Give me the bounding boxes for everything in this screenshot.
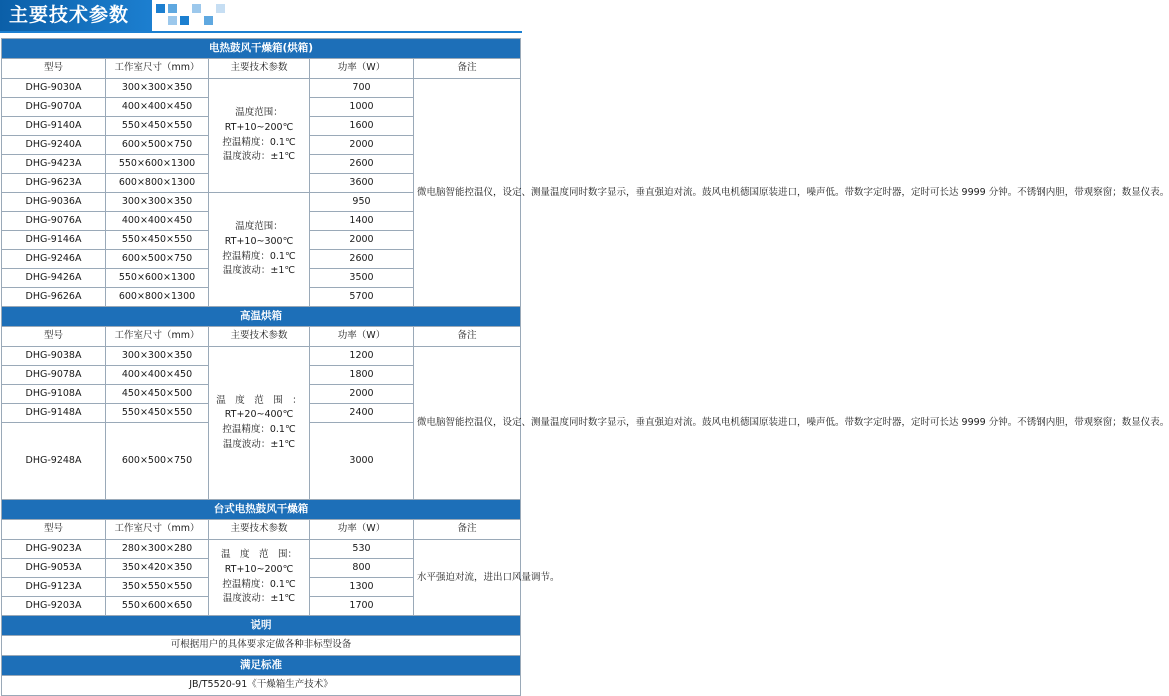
power-cell: 5700 bbox=[310, 288, 414, 307]
model-cell: DHG-9623A bbox=[2, 174, 106, 193]
param-line: 温 度 范 围 ： bbox=[216, 394, 302, 406]
power-cell: 3000 bbox=[310, 423, 414, 500]
column-header-params: 主要技术参数 bbox=[209, 327, 310, 347]
model-cell: DHG-9108A bbox=[2, 385, 106, 404]
model-cell: DHG-9123A bbox=[2, 578, 106, 597]
param-line: 温度波动：±1℃ bbox=[222, 593, 296, 605]
standard-text: JB/T5520-91《干燥箱生产技术》 bbox=[2, 676, 521, 696]
power-cell: 700 bbox=[310, 79, 414, 98]
size-cell: 600×500×750 bbox=[106, 250, 209, 269]
column-header-size: 工作室尺寸（mm） bbox=[106, 520, 209, 540]
size-cell: 400×400×450 bbox=[106, 366, 209, 385]
size-cell: 600×500×750 bbox=[106, 423, 209, 500]
section-header-row bbox=[2, 307, 521, 327]
size-cell: 550×600×1300 bbox=[106, 269, 209, 288]
column-header-row bbox=[2, 327, 521, 347]
model-cell: DHG-9248A bbox=[2, 423, 106, 500]
explain-title: 说明 bbox=[2, 616, 521, 636]
section-title: 电热鼓风干燥箱(烘箱) bbox=[2, 39, 521, 59]
column-header-power: 功率（W） bbox=[310, 59, 414, 79]
column-header-params: 主要技术参数 bbox=[209, 520, 310, 540]
model-cell: DHG-9148A bbox=[2, 404, 106, 423]
param-line: RT+10~200℃ bbox=[224, 121, 294, 133]
size-cell: 600×800×1300 bbox=[106, 174, 209, 193]
decorative-squares-icon bbox=[148, 0, 228, 31]
size-cell: 350×550×550 bbox=[106, 578, 209, 597]
spec-table bbox=[1, 38, 1169, 696]
size-cell: 550×450×550 bbox=[106, 117, 209, 136]
param-line: 温度波动：±1℃ bbox=[222, 151, 296, 163]
model-cell: DHG-9023A bbox=[2, 540, 106, 559]
power-cell: 3600 bbox=[310, 174, 414, 193]
param-line: 温度波动：±1℃ bbox=[222, 265, 296, 277]
size-cell: 550×600×1300 bbox=[106, 155, 209, 174]
power-cell: 2600 bbox=[310, 250, 414, 269]
size-cell: 300×300×350 bbox=[106, 79, 209, 98]
power-cell: 1000 bbox=[310, 98, 414, 117]
note-cell: 水平强迫对流，进出口风量调节。 bbox=[414, 540, 521, 616]
params-cell bbox=[209, 79, 310, 193]
param-line: 温度范围： bbox=[235, 221, 283, 233]
param-line: 控温精度：0.1℃ bbox=[222, 250, 296, 262]
size-cell: 350×420×350 bbox=[106, 559, 209, 578]
column-header-size: 工作室尺寸（mm） bbox=[106, 327, 209, 347]
param-line: RT+20~400℃ bbox=[224, 409, 294, 421]
power-cell: 2000 bbox=[310, 136, 414, 155]
power-cell: 2000 bbox=[310, 231, 414, 250]
param-line: 温 度 范 围： bbox=[220, 549, 297, 561]
model-cell: DHG-9626A bbox=[2, 288, 106, 307]
power-cell: 2400 bbox=[310, 404, 414, 423]
banner-title: 主要技术参数 bbox=[9, 4, 130, 26]
column-header-model: 型号 bbox=[2, 520, 106, 540]
column-header-row bbox=[2, 520, 521, 540]
power-cell: 1800 bbox=[310, 366, 414, 385]
size-cell: 550×600×650 bbox=[106, 597, 209, 616]
size-cell: 300×300×350 bbox=[106, 193, 209, 212]
param-line: 控温精度：0.1℃ bbox=[222, 578, 296, 590]
table-row bbox=[2, 347, 521, 366]
explain-text-row bbox=[2, 636, 521, 656]
size-cell: 400×400×450 bbox=[106, 98, 209, 117]
power-cell: 2600 bbox=[310, 155, 414, 174]
model-cell: DHG-9140A bbox=[2, 117, 106, 136]
column-header-model: 型号 bbox=[2, 59, 106, 79]
param-line: 控温精度：0.1℃ bbox=[222, 136, 296, 148]
model-cell: DHG-9426A bbox=[2, 269, 106, 288]
banner-divider bbox=[0, 31, 522, 33]
model-cell: DHG-9053A bbox=[2, 559, 106, 578]
explain-header-row bbox=[2, 616, 521, 636]
param-line: 温度波动：±1℃ bbox=[222, 438, 296, 450]
model-cell: DHG-9070A bbox=[2, 98, 106, 117]
table-row bbox=[2, 540, 521, 559]
standard-title: 满足标准 bbox=[2, 656, 521, 676]
size-cell: 600×500×750 bbox=[106, 136, 209, 155]
model-cell: DHG-9038A bbox=[2, 347, 106, 366]
explain-text: 可根据用户的具体要求定做各种非标型设备 bbox=[2, 636, 521, 656]
model-cell: DHG-9030A bbox=[2, 79, 106, 98]
model-cell: DHG-9203A bbox=[2, 597, 106, 616]
param-line: 温度范围： bbox=[235, 107, 283, 119]
size-cell: 550×450×550 bbox=[106, 231, 209, 250]
column-header-model: 型号 bbox=[2, 327, 106, 347]
size-cell: 280×300×280 bbox=[106, 540, 209, 559]
size-cell: 450×450×500 bbox=[106, 385, 209, 404]
column-header-note: 备注 bbox=[414, 327, 521, 347]
column-header-note: 备注 bbox=[414, 520, 521, 540]
size-cell: 550×450×550 bbox=[106, 404, 209, 423]
power-cell: 3500 bbox=[310, 269, 414, 288]
column-header-power: 功率（W） bbox=[310, 327, 414, 347]
section-title: 台式电热鼓风干燥箱 bbox=[2, 500, 521, 520]
model-cell: DHG-9146A bbox=[2, 231, 106, 250]
section-title: 高温烘箱 bbox=[2, 307, 521, 327]
model-cell: DHG-9078A bbox=[2, 366, 106, 385]
params-cell bbox=[209, 347, 310, 500]
param-line: RT+10~200℃ bbox=[224, 563, 294, 575]
note-cell: 微电脑智能控温仪，设定、测量温度同时数字显示，垂直强迫对流。鼓风电机德国原装进口，噪声低。带数字定时器，定时可长达 9999 分钟。不锈钢内胆，带观察窗；数显仪表。 bbox=[414, 347, 521, 500]
column-header-note: 备注 bbox=[414, 59, 521, 79]
table-row bbox=[2, 79, 521, 98]
power-cell: 1700 bbox=[310, 597, 414, 616]
power-cell: 2000 bbox=[310, 385, 414, 404]
standard-text-row bbox=[2, 676, 521, 696]
standard-header-row bbox=[2, 656, 521, 676]
params-cell bbox=[209, 540, 310, 616]
params-cell bbox=[209, 193, 310, 307]
power-cell: 800 bbox=[310, 559, 414, 578]
power-cell: 530 bbox=[310, 540, 414, 559]
model-cell: DHG-9423A bbox=[2, 155, 106, 174]
model-cell: DHG-9240A bbox=[2, 136, 106, 155]
banner bbox=[0, 0, 522, 36]
size-cell: 600×800×1300 bbox=[106, 288, 209, 307]
size-cell: 300×300×350 bbox=[106, 347, 209, 366]
column-header-size: 工作室尺寸（mm） bbox=[106, 59, 209, 79]
section-header-row bbox=[2, 39, 521, 59]
power-cell: 1200 bbox=[310, 347, 414, 366]
model-cell: DHG-9076A bbox=[2, 212, 106, 231]
power-cell: 1600 bbox=[310, 117, 414, 136]
column-header-row bbox=[2, 59, 521, 79]
power-cell: 950 bbox=[310, 193, 414, 212]
column-header-power: 功率（W） bbox=[310, 520, 414, 540]
power-cell: 1400 bbox=[310, 212, 414, 231]
size-cell: 400×400×450 bbox=[106, 212, 209, 231]
model-cell: DHG-9246A bbox=[2, 250, 106, 269]
note-cell: 微电脑智能控温仪，设定、测量温度同时数字显示，垂直强迫对流。鼓风电机德国原装进口，噪声低。带数字定时器，定时可长达 9999 分钟。不锈钢内胆，带观察窗；数显仪表。 bbox=[414, 79, 521, 307]
power-cell: 1300 bbox=[310, 578, 414, 597]
param-line: RT+10~300℃ bbox=[224, 235, 294, 247]
param-line: 控温精度：0.1℃ bbox=[222, 424, 296, 435]
model-cell: DHG-9036A bbox=[2, 193, 106, 212]
section-header-row bbox=[2, 500, 521, 520]
column-header-params: 主要技术参数 bbox=[209, 59, 310, 79]
